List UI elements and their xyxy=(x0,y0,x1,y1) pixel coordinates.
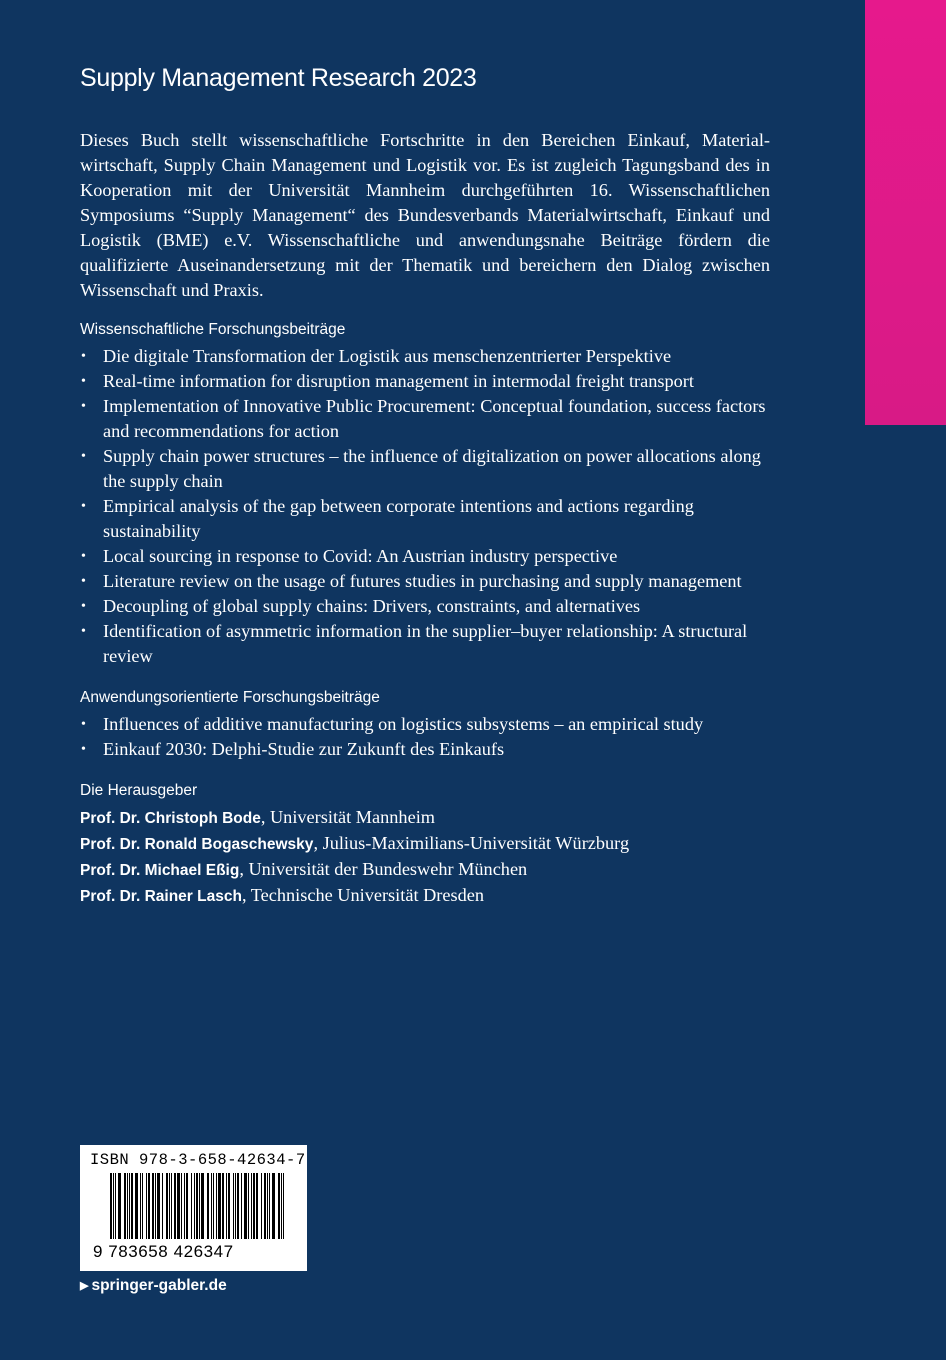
barcode-bar xyxy=(233,1173,234,1239)
list-item: • Die digitale Transformation der Logistik aus menschenzentrierter Perspektive xyxy=(80,344,770,369)
barcode-bar xyxy=(166,1173,168,1239)
book-title: Supply Management Research 2023 xyxy=(80,64,477,92)
editor-name: Prof. Dr. Christoph Bode xyxy=(80,810,261,827)
applied-list xyxy=(80,712,770,762)
editor-entry xyxy=(80,831,770,857)
barcode-bar xyxy=(218,1173,221,1239)
list-item: • Supply chain power structures – the influence of digitalization on power allocations along the supply chain xyxy=(81,446,761,491)
barcode-bar xyxy=(174,1173,176,1239)
barcode-bar xyxy=(267,1173,268,1239)
applied-heading: Anwendungsorientierte Forschungsbeiträge xyxy=(80,689,380,706)
barcode-bar xyxy=(152,1173,154,1239)
scientific-heading: Wissenschaftliche Forschungsbeiträge xyxy=(80,321,346,338)
arrow-right-icon: ▶ xyxy=(80,1280,89,1292)
book-description: Dieses Buch stellt wissenschaftliche Fortschritte in den Bereichen Einkauf, Materialwirtschaft, Supply Chain Management und Logistik vor. Es ist zugleich Tagungsband des in Kooperation mit der Universität Mannheim durchgeführten 16. Wissenschaftlichen Symposiums “Supply Management“ des Bundesverbands Materialwirtschaft, Einkauf und Logistik (BME) e.V. Wissenschaftliche und anwendungsnahe Beiträge fördern die qualifizierte Auseinandersetzung mit der Thematik und bereichern den Dialog zwischen Wissenschaft und Praxis. xyxy=(80,130,770,300)
bullet-icon: • xyxy=(81,349,86,364)
editor-entry xyxy=(80,805,770,831)
barcode-bar xyxy=(281,1173,282,1239)
bullet-icon: • xyxy=(81,599,86,614)
barcode-bar xyxy=(244,1173,247,1239)
barcode-bar xyxy=(201,1173,204,1239)
barcode-bar xyxy=(146,1173,147,1239)
publisher-url: springer-gabler.de xyxy=(91,1277,227,1294)
editors-heading: Die Herausgeber xyxy=(80,782,198,799)
barcode-bar xyxy=(184,1173,185,1239)
list-item: • Implementation of Innovative Public Procurement: Conceptual foundation, success factors and recommendations for action xyxy=(81,396,766,441)
list-item: • Empirical analysis of the gap between corporate intentions and actions regarding sustainability xyxy=(81,496,694,541)
bullet-icon: • xyxy=(81,717,86,732)
bullet-icon: • xyxy=(81,549,86,564)
editor-name: Prof. Dr. Michael Eßig xyxy=(80,862,240,879)
list-item: • Influences of additive manufacturing on logistics subsystems – an empirical study xyxy=(80,712,770,737)
barcode-bar xyxy=(216,1173,217,1239)
barcode-bar xyxy=(191,1173,192,1239)
barcode-bar xyxy=(169,1173,170,1239)
list-item: • Literature review on the usage of futures studies in purchasing and supply management xyxy=(80,569,770,594)
editor-affiliation: , Technische Universität Dresden xyxy=(241,885,485,905)
barcode-bar xyxy=(129,1173,130,1239)
accent-bar xyxy=(865,0,946,425)
barcode-bar xyxy=(253,1173,255,1239)
barcode-bar xyxy=(272,1173,275,1239)
barcode-bar xyxy=(207,1173,209,1239)
barcode-bar xyxy=(278,1173,280,1239)
barcode-bar xyxy=(269,1173,270,1239)
barcode-bar xyxy=(228,1173,230,1239)
barcode-bar xyxy=(211,1173,212,1239)
editor-name: Prof. Dr. Rainer Lasch xyxy=(80,888,242,905)
barcode-bar xyxy=(237,1173,239,1239)
barcode-bar xyxy=(157,1173,160,1239)
publisher-link[interactable] xyxy=(80,1277,227,1295)
editors-list xyxy=(80,805,770,909)
editor-name: Prof. Dr. Ronald Bogaschewsky xyxy=(80,836,314,853)
barcode-bar xyxy=(261,1173,262,1239)
list-item: • Local sourcing in response to Covid: An Austrian industry perspective xyxy=(80,544,770,569)
barcode-bar xyxy=(113,1173,114,1239)
editor-affiliation: , Universität Mannheim xyxy=(260,807,435,827)
barcode-bar xyxy=(155,1173,156,1239)
list-item: • Decoupling of global supply chains: Drivers, constraints, and alternatives xyxy=(80,594,770,619)
barcode-bar xyxy=(110,1173,112,1239)
barcode-bar xyxy=(194,1173,195,1239)
editor-entry xyxy=(80,883,770,909)
barcode-bar xyxy=(241,1173,242,1239)
barcode-bar xyxy=(140,1173,141,1239)
barcode-digits: 9 783658 426347 xyxy=(93,1242,234,1261)
barcode-bar xyxy=(131,1173,133,1239)
barcode-bar xyxy=(283,1173,284,1239)
barcode-bar xyxy=(235,1173,236,1239)
barcode-bar xyxy=(264,1173,266,1239)
barcode-bar xyxy=(135,1173,138,1239)
barcode-bar xyxy=(127,1173,128,1239)
barcode-bar xyxy=(251,1173,252,1239)
isbn-barcode xyxy=(80,1145,307,1271)
bullet-icon: • xyxy=(81,399,86,414)
barcode-bar xyxy=(196,1173,198,1239)
barcode-bar xyxy=(256,1173,258,1239)
barcode-bar xyxy=(162,1173,163,1239)
barcode-bar xyxy=(142,1173,143,1239)
editor-entry xyxy=(80,857,770,883)
bullet-icon: • xyxy=(81,499,86,514)
editor-affiliation: , Julius-Maximilians-Universität Würzburg xyxy=(313,833,630,853)
scientific-list xyxy=(80,344,770,669)
bullet-icon: • xyxy=(81,742,86,757)
barcode-bar xyxy=(124,1173,126,1239)
barcode-bar xyxy=(199,1173,200,1239)
editor-affiliation: , Universität der Bundeswehr München xyxy=(239,859,528,879)
barcode-bar xyxy=(213,1173,214,1239)
list-item: • Einkauf 2030: Delphi-Studie zur Zukunft des Einkaufs xyxy=(80,737,770,762)
barcode-bar xyxy=(248,1173,249,1239)
bullet-icon: • xyxy=(81,449,86,464)
barcode-bar xyxy=(115,1173,116,1239)
barcode-bar xyxy=(226,1173,227,1239)
list-item: • Identification of asymmetric information in the supplier–buyer relationship: A structural review xyxy=(81,621,748,666)
bullet-icon: • xyxy=(81,374,86,389)
barcode-bar xyxy=(186,1173,188,1239)
barcode-bar xyxy=(171,1173,172,1239)
barcode-bar xyxy=(148,1173,150,1239)
back-cover-content xyxy=(80,62,770,909)
barcode-bar xyxy=(181,1173,182,1239)
list-item: • Real-time information for disruption management in intermodal freight transport xyxy=(80,369,770,394)
bullet-icon: • xyxy=(81,624,86,639)
barcode-bar xyxy=(118,1173,121,1239)
barcode-bar xyxy=(222,1173,224,1239)
isbn-label: ISBN 978-3-658-42634-7 xyxy=(90,1151,306,1169)
barcode-bar xyxy=(177,1173,180,1239)
bullet-icon: • xyxy=(81,574,86,589)
